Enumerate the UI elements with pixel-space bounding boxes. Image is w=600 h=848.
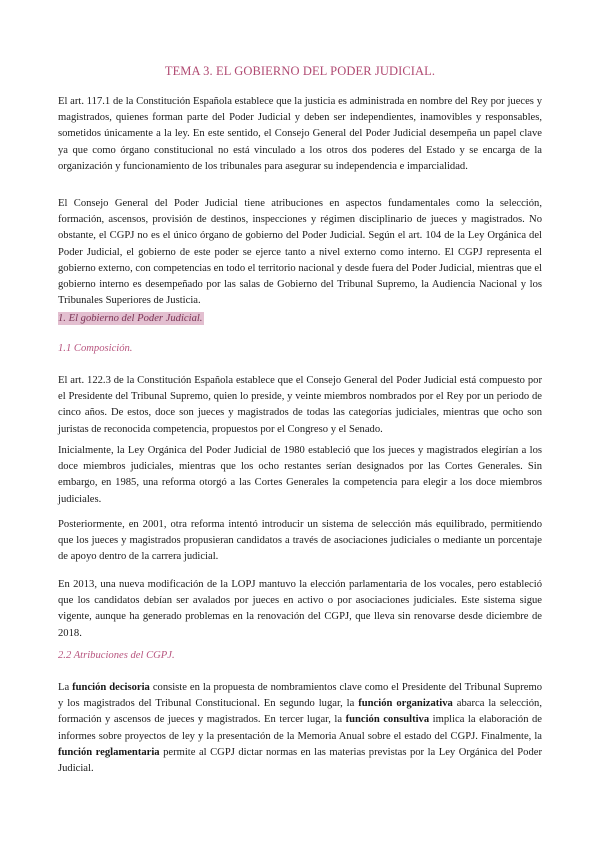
text-run: implica la elaboración de informes sobre proyectos de ley y la presentación de la Memoria Anual sobre el estado del CGPJ. Finalmente, la [58,714,543,742]
text-run: consiste en la propuesta de nombramientos clave como el Presidente del Tribunal Supremo y los magistrados del Tribunal Constitucional. En segundo lugar, la [58,682,542,710]
intro-paragraph-1: El art. 117.1 de la Constitución Española establece que la justicia es administrada en nombre del Rey por jueces y magistrados, quienes forman parte del Poder Judicial y deben ser independientes, inamovibles y responsables, sometidos únicamente a la ley. En este sentido, el Consejo General del Poder Judicial desempeña un papel clave ya que como órgano constitucional no está vinculado a los otros dos poderes del Estado y se encarga de la organización y funcionamiento de los tribunales para asegurar su independencia e imparcialidad. [58,96,542,172]
text-run: permite al CGPJ dictar normas en las materias previstas por la Ley Orgánica del Poder Judicial. [58,746,543,775]
subsection-2-2-heading: 2.2 Atribuciones del CGPJ. [58,650,175,661]
composition-paragraph-2: Inicialmente, la Ley Orgánica del Poder Judicial de 1980 estableció que los jueces y magistrados elegirían a los doce miembros judiciales, mientras que los ocho restantes serían designados por las Cortes Generales. Sin embargo, en 1985, una reforma otorgó a las Cortes Generales la competencia para elegir a los doce miembros judiciales. [58,445,542,505]
bold-term-consultiva: función consultiva [345,714,430,726]
section-1-heading: 1. El gobierno del Poder Judicial. [58,313,203,324]
bold-term-decisoria: función decisoria [72,682,150,693]
text-run: La [58,682,73,693]
bold-term-reglamentaria: función reglamentaria [58,746,160,758]
composition-paragraph-1: El art. 122.3 de la Constitución Española establece que el Consejo General del Poder Judicial está compuesto por el Presidente del Tribunal Supremo, quien lo preside, y veinte miembros nombrados por el Rey por un periodo de cinco años. De estos, doce son jueces y magistrados de todas las categorías judiciales, mientras que ocho son juristas de reconocida competencia, propuestos por el Congreso y el Senado. [58,375,542,435]
bold-term-organizativa: función organizativa [358,698,453,710]
composition-paragraph-3: Posteriormente, en 2001, otra reforma intentó introducir un sistema de selección más equilibrado, permitiendo que los jueces y magistrados propusieran candidatos a través de asociaciones judiciales o mediante un porcentaje de apoyo dentro de la carrera judicial. [58,519,542,563]
text-run: abarca la selección, formación y ascensos de jueces y magistrados. En tercer lugar, la [58,698,542,726]
subsection-1-1-heading: 1.1 Composición. [58,343,133,354]
document-title: TEMA 3. EL GOBIERNO DEL PODER JUDICIAL. [164,64,436,78]
intro-paragraph-2: El Consejo General del Poder Judicial tiene atribuciones en aspectos fundamentales como la selección, formación, ascensos, provisión de destinos, inspecciones y régimen disciplinario de jueces y magistrados. No obstante, el CGPJ no es el único órgano de gobierno del Poder Judicial. Según el art. 104 de la Ley Orgánica del Poder Judicial, el gobierno de este poder se ejerce tanto a nivel externo como interno. El CGPJ representa el gobierno externo, con competencias en todo el territorio nacional y desde fuera del Poder Judicial, mientras que el gobierno interno es desempeñado por las salas de Gobierno del Tribunal Supremo, la Audiencia Nacional y los Tribunales Superiores de Justicia. [58,198,542,307]
attributions-paragraph [58,680,542,777]
composition-paragraph-4: En 2013, una nueva modificación de la LOPJ mantuvo la elección parlamentaria de los vocales, pero estableció que los candidatos debían ser avalados por jueces en activo o por asociaciones judiciales. Este sistema sigue vigente, aunque ha generado problemas en la renovación del CGPJ, que lleva sin renovarse desde diciembre de 2018. [58,579,542,639]
